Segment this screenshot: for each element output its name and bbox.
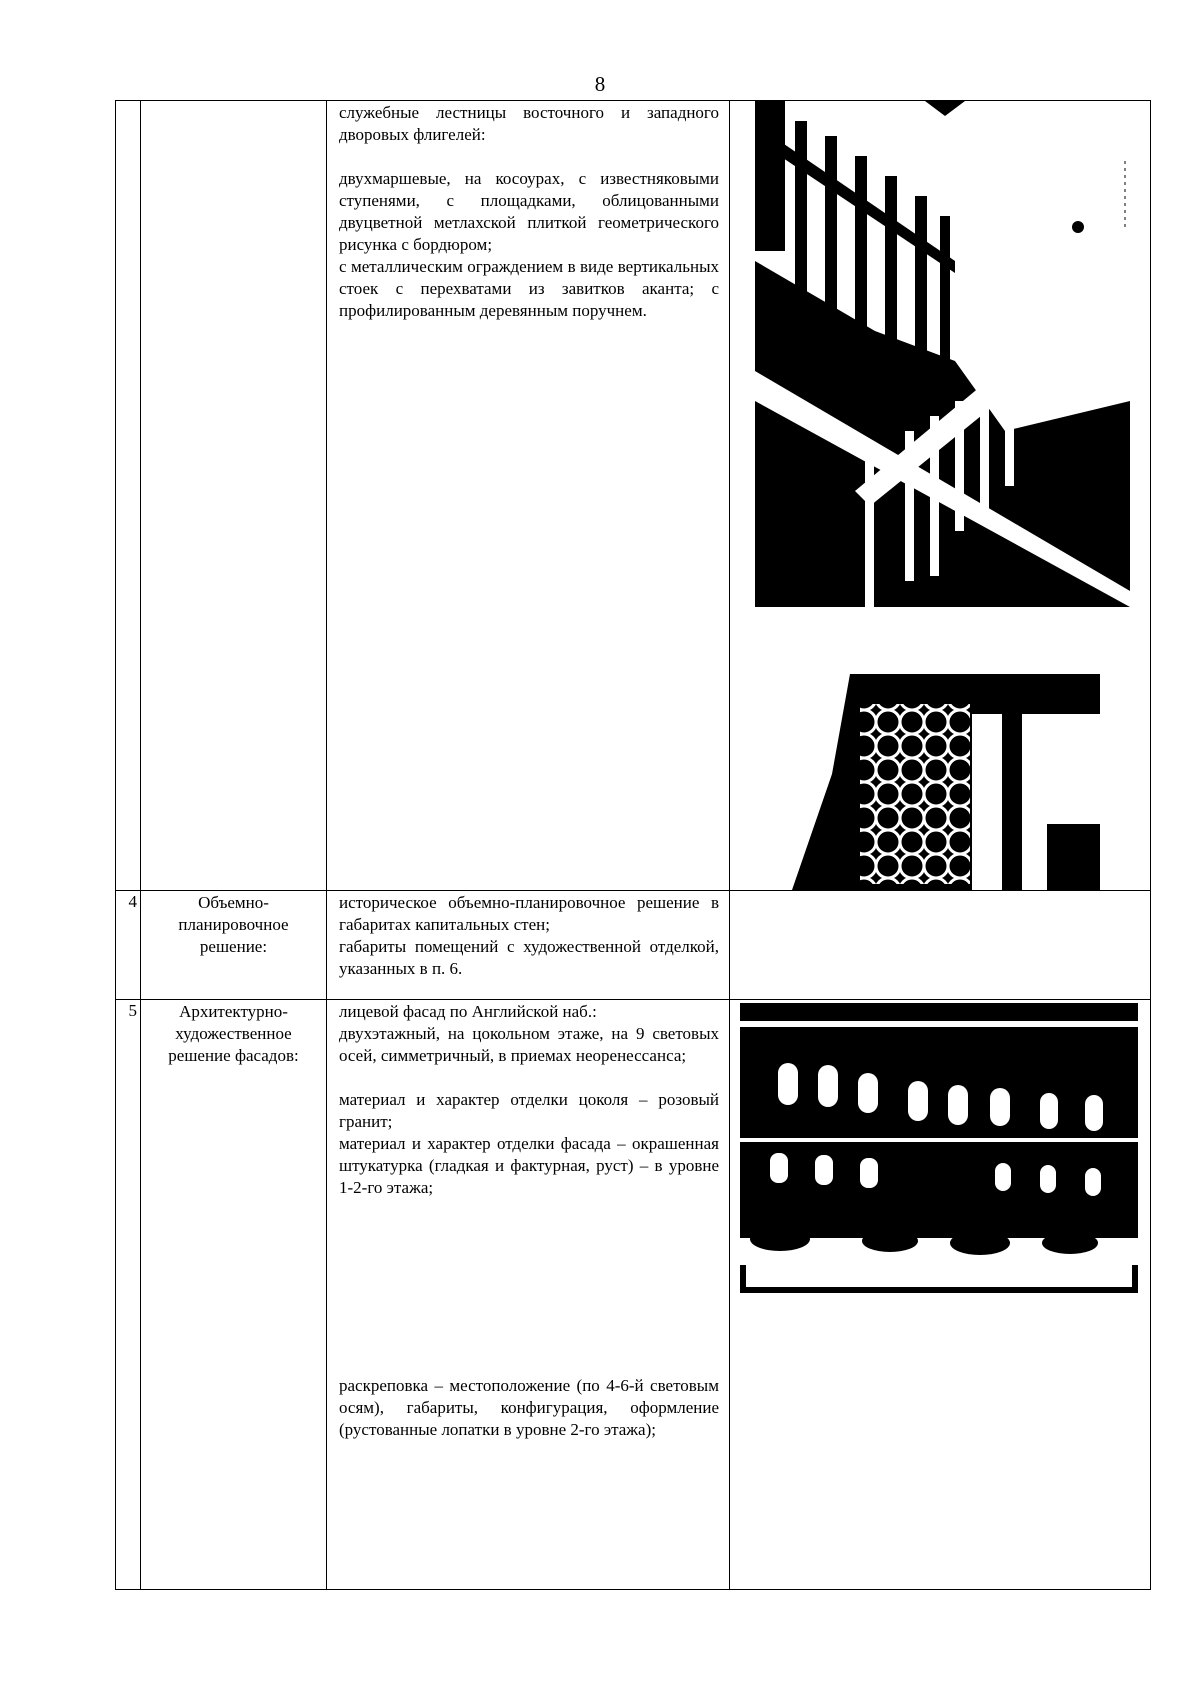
row-number: 4 [116,891,141,1000]
row-photos [730,1000,1151,1590]
description-paragraph: раскреповка – местоположение (по 4-6-й световым осям), габариты, конфигурация, оформление (рустованные лопатки в уровне 2-го этажа); [339,1376,719,1439]
row-photos [730,101,1151,891]
row-number [116,101,141,891]
row-description [327,891,730,1000]
table-row [116,891,1151,1000]
row-name [141,101,327,891]
monument-subject-table [115,100,1151,1590]
description-paragraph: служебные лестницы восточного и западного дворовых флигелей: [339,103,719,144]
staircase-photo [755,101,1130,607]
row-name: Архитектурно-художественное решение фасадов: [141,1000,327,1590]
page-number: 8 [594,72,606,96]
row-description [327,101,730,891]
description-paragraph: историческое объемно-планировочное решение в габаритах капитальных стен; [339,893,719,934]
row-description [327,1000,730,1590]
description-paragraph: с металлическим ограждением в виде вертикальных стоек с перехватами из завитков аканта; с профилированным деревянным поручнем. [339,257,719,320]
description-paragraph: материал и характер отделки фасада – окрашенная штукатурка (гладкая и фактурная, руст) – в уровне 1-2-го этажа; [339,1134,719,1197]
description-paragraph: двухмаршевые, на косоурах, с известняковыми ступенями, с площадками, облицованными двуцветной метлахской плиткой геометрического рисунка с бордюром; [339,169,719,254]
facade-photo [740,1003,1138,1293]
table-row [116,1000,1151,1590]
row-number: 5 [116,1000,141,1590]
description-paragraph: двухэтажный, на цокольном этаже, на 9 световых осей, симметричный, в приемах неоренессанса; [339,1024,719,1065]
description-paragraph: лицевой фасад по Английской наб.: [339,1002,597,1021]
description-paragraph: габариты помещений с художественной отделкой, указанных в п. 6. [339,937,719,978]
tile-floor-photo [792,674,1100,890]
row-name: Объемно-планировочное решение: [141,891,327,1000]
description-paragraph: материал и характер отделки цоколя – розовый гранит; [339,1090,719,1131]
row-photos [730,891,1151,1000]
table-row [116,101,1151,891]
